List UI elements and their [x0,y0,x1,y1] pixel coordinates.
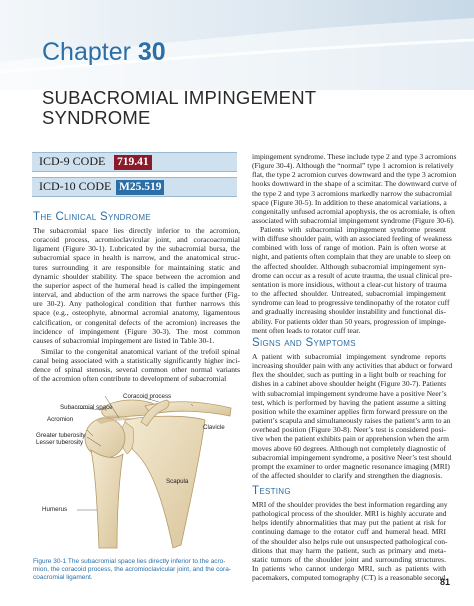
text-line: hooks downward in the shape of a scimitar. The downward curve of [252,179,457,189]
text-line: The subacromial space lies directly inferior to the acromion, [33,226,240,235]
text-line: ure 30-2). Any pathological condition that further narrows this [33,299,240,309]
text-line: pathological process of the shoulder. MRI is highly accurate and [252,509,447,519]
text-line: static tumors of the shoulder joint and surrounding structures. [252,554,446,564]
text-line: the type 2 and type 3 acromions markedly narrow the subacromial [252,188,452,198]
text-line: with subacromial impingement syndrome have a positive Neer’s [252,388,447,398]
text-line: patient’s scapula and simultaneously raises the patient’s arm to an [252,416,451,426]
text-line: overhead position (Figure 30-8). Neer’s test is considered posi- [252,425,446,435]
text-line: combined with loss of range of motion. Pain is often worse at [252,243,446,253]
text-line: to the affected shoulder. Untreated, subacromial impingement [252,289,446,299]
text-line: with diffuse shoulder pain, with an associated feeling of weakness [252,234,452,244]
figure-caption [33,558,240,582]
text-line: Patients with subacromial impingement syndrome present [260,225,446,234]
text-line: subacromial impingement syndrome, a positive Neer’s test should [252,452,452,462]
text-line: subacromial space in health is narrow, and the anatomical struc- [33,253,240,263]
title-line-2: SYNDROME [42,107,151,128]
icd9-value: 719.41 [114,155,152,170]
text-line: syndrome can lead to progressive tendinopathy of the rotator cuff [252,298,450,308]
clinical-syndrome-heading: The Clinical Syndrome [33,211,151,223]
caption-line: mion, the coracoid process, the acromioclavicular joint, and the cora- [33,566,231,573]
text-line: MRI of the shoulder provides the best information regarding any [252,500,448,509]
testing-paragraph [252,500,446,582]
text-line: In patients who cannot undergo MRI, such as patients with [252,564,446,574]
icd10-value: M25.519 [116,180,164,195]
text-line: flat, the type 2 acromion curves downward and the type 3 acromion [252,170,457,180]
icd9-code-box [32,152,237,172]
text-line: canal being associated with a statistically significantly higher inci- [33,356,240,366]
icd10-label: ICD-10 CODE [39,179,112,193]
text-line: ability. For patients older than 50 years, progression of impinge- [252,316,447,326]
clinical-syndrome-paragraph-2 [33,347,240,384]
text-line: of the shoulder also helps rule out unsuspected pathological con- [252,536,448,546]
label-clavicle: Clavicle [203,424,225,431]
text-line: pacemakers, computed tomography (CT) is a reasonable second [252,573,446,583]
caption-line: Figure 30-1 The subacromial space lies directly inferior to the acro- [33,558,226,565]
text-line: drome can occur as a result of acute trauma, the usual clinical pre- [252,270,453,280]
label-coracoid-process: Coracoid process [123,393,172,400]
text-line: continuing damage to the rotator cuff and humeral head. MRI [252,527,446,537]
title-line-1: SUBACROMIAL IMPINGEMENT [42,87,317,108]
text-line: night, and patients often complain that they are unable to sleep on [252,252,451,262]
document-title [42,88,316,128]
scapula-shape [125,416,205,548]
label-lesser-tuberosity: Lesser tuberosity [36,439,84,446]
label-scapula: Scapula [166,478,189,485]
chapter-heading [42,38,166,67]
text-line: of the acromion often contribute to development of subacromial [33,374,227,384]
caption-line: coacromial ligament. [33,574,93,581]
text-line: moves above 60 degrees. Although not completely diagnostic of [252,443,446,453]
label-acromion: Acromion [47,416,74,423]
chapter-word: Chapter [42,38,131,66]
text-line: and gradually increasing shoulder instability and functional dis- [252,307,446,317]
text-line: impingement syndrome. These include type 2 and type 3 acromions [252,152,457,161]
text-line: sentation is more insidious, without a clear-cut history of trauma [252,279,447,289]
text-line: dishes in a cabinet above shoulder height (Figure 30-7). Patients [252,379,447,389]
text-line: space (Figure 30-5). In addition to these anatomical variations, a [252,197,447,207]
text-line: space (e.g., osteophyte, abnormal acromial anatomy, ligamentous [33,308,240,318]
icd9-label: ICD-9 CODE [39,154,106,168]
text-line: dence of spinal stenosis, several common other normal variants [33,365,240,375]
text-line: test, which is performed by having the patient assume a sitting [252,397,446,407]
text-line: ligament (Figure 30-1). Lubricated by the subacromial bursa, the [33,244,240,254]
text-line: tive when the patient exhibits pain or apprehension when the arm [252,434,450,444]
signs-symptoms-heading: Signs and Symptoms [252,337,356,349]
text-line: flex the shoulder, such as putting in a light bulb or reaching for [252,370,446,380]
text-line: interval, and abduction of the arm narrows the space further (Fig- [33,290,240,300]
text-line: the affected shoulder. Although subacromial impingement syn- [252,261,446,271]
text-line: position while the examiner applies firm forward pressure on the [252,406,448,416]
text-line: tures surrounding it are responsible for maintaining static and [33,262,240,272]
text-line: Similar to the congenital anatomical variant of the trefoil spinal [41,347,240,356]
text-line: calcification, or congenital defects of the acromion) increases the [33,317,240,327]
label-humerus: Humerus [42,506,68,513]
text-line: (Figure 30-4). Although the “normal” type 1 acromion is relatively [252,161,454,171]
label-subacromial-space: Subacromial space [60,404,113,411]
text-line: incidence of impingement (Figure 30-3). The most common [33,326,240,336]
right-paragraph-acromion-types [252,152,457,226]
label-greater-tuberosity: Greater tuberosity [36,432,86,439]
text-line: A patient with subacromial impingement syndrome reports [252,352,446,361]
signs-symptoms-paragraph [252,352,453,481]
icd10-code-box [32,177,237,197]
text-line: ment often leads to rotator cuff tear. [252,325,361,335]
clinical-syndrome-paragraph-1 [33,226,240,345]
text-line: associated with subacromial impingement syndrome (Figure 30-6). [252,216,455,226]
text-line: dynamic shoulder stability. The space between the acromion and [33,271,240,281]
testing-heading: Testing [252,485,291,497]
text-line: of the affected shoulder to clarify and strengthen the diagnosis. [252,471,443,481]
text-line: increasing shoulder pain with any activities that abduct or forward [252,361,453,371]
text-line: coracoid process, acromioclavicular joint, and coracoacromial [33,235,240,245]
text-line: helps identify abnormalities that may put the patient at risk for [252,518,446,528]
text-line: causes of subacromial impingement are listed in Table 30-1. [33,335,215,345]
text-line: ditions that may harm the patient, such as primary and meta- [252,545,446,555]
humerus-shape [91,450,123,548]
text-line: prompt the examiner to order magnetic resonance imaging (MRI) [252,461,450,471]
text-line: congenitally unfused acromial apophysis, the os acromiale, is often [252,206,455,216]
page-number: 81 [440,577,451,587]
right-paragraph-presentation [252,225,453,335]
text-line: the superior aspect of the humeral head is called the impingement [33,280,240,290]
chapter-number: 30 [137,38,166,66]
